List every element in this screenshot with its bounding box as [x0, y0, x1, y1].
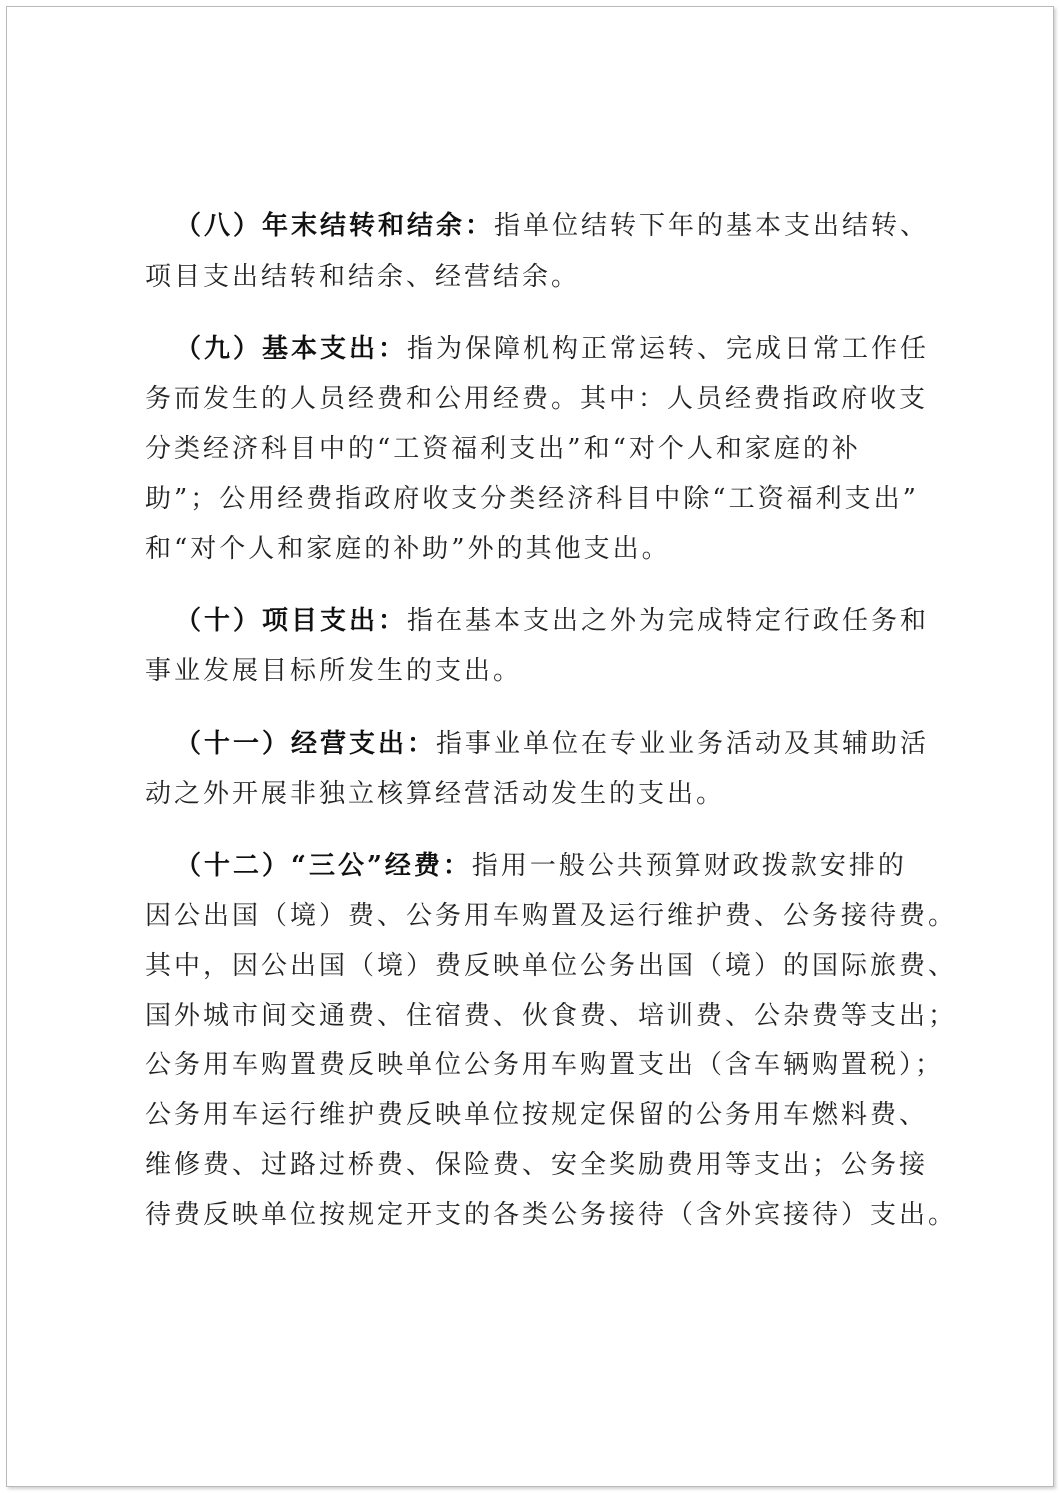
section-8-heading: （八）年末结转和结余：	[175, 211, 495, 241]
section-9-text: 指为保障机构正常运转、完成日常工作任	[407, 334, 930, 364]
section-9-line-4: 助”；公用经费指政府收支分类经济科目中除“工资福利支出”	[145, 484, 919, 514]
section-11-heading: （十一）经营支出：	[175, 729, 437, 759]
section-12-text: 指用一般公共预算财政拨款安排的	[471, 851, 907, 881]
section-11-line-2: 动之外开展非独立核算经营活动发生的支出。	[145, 779, 726, 809]
section-12-line-8: 待费反映单位按规定开支的各类公务接待（含外宾接待）支出。	[145, 1200, 958, 1230]
section-12-line-5: 公务用车购置费反映单位公务用车购置支出（含车辆购置税）；	[145, 1050, 945, 1080]
section-10-line-1	[175, 606, 929, 636]
section-12-line-2: 因公出国（境）费、公务用车购置及运行维护费、公务接待费。	[145, 901, 958, 931]
section-12-line-1	[175, 851, 907, 881]
document-page	[6, 6, 1054, 1487]
section-12-line-6: 公务用车运行维护费反映单位按规定保留的公务用车燃料费、	[145, 1100, 929, 1130]
section-10-heading: （十）项目支出：	[175, 606, 408, 636]
section-12-line-4: 国外城市间交通费、住宿费、伙食费、培训费、公杂费等支出；	[145, 1001, 958, 1031]
section-8-line-2: 项目支出结转和结余、经营结余。	[145, 262, 581, 292]
section-10-text: 指在基本支出之外为完成特定行政任务和	[407, 606, 930, 636]
section-12-heading: （十二）“三公”经费：	[175, 851, 472, 881]
section-11-line-1	[175, 729, 929, 759]
section-12-line-3: 其中，因公出国（境）费反映单位公务出国（境）的国际旅费、	[145, 951, 958, 981]
section-10-line-2: 事业发展目标所发生的支出。	[145, 656, 523, 686]
section-9-line-2: 务而发生的人员经费和公用经费。其中：人员经费指政府收支	[145, 384, 929, 414]
section-9-line-1	[175, 334, 929, 364]
section-8-line-1	[175, 211, 929, 241]
section-9-line-3: 分类经济科目中的“工资福利支出”和“对个人和家庭的补	[145, 434, 861, 464]
section-12-line-7: 维修费、过路过桥费、保险费、安全奖励费用等支出；公务接	[145, 1150, 929, 1180]
section-11-text: 指事业单位在专业业务活动及其辅助活	[436, 729, 930, 759]
section-9-heading: （九）基本支出：	[175, 334, 408, 364]
section-9-line-5: 和“对个人和家庭的补助”外的其他支出。	[145, 534, 671, 564]
section-8-text: 指单位结转下年的基本支出结转、	[494, 211, 930, 241]
